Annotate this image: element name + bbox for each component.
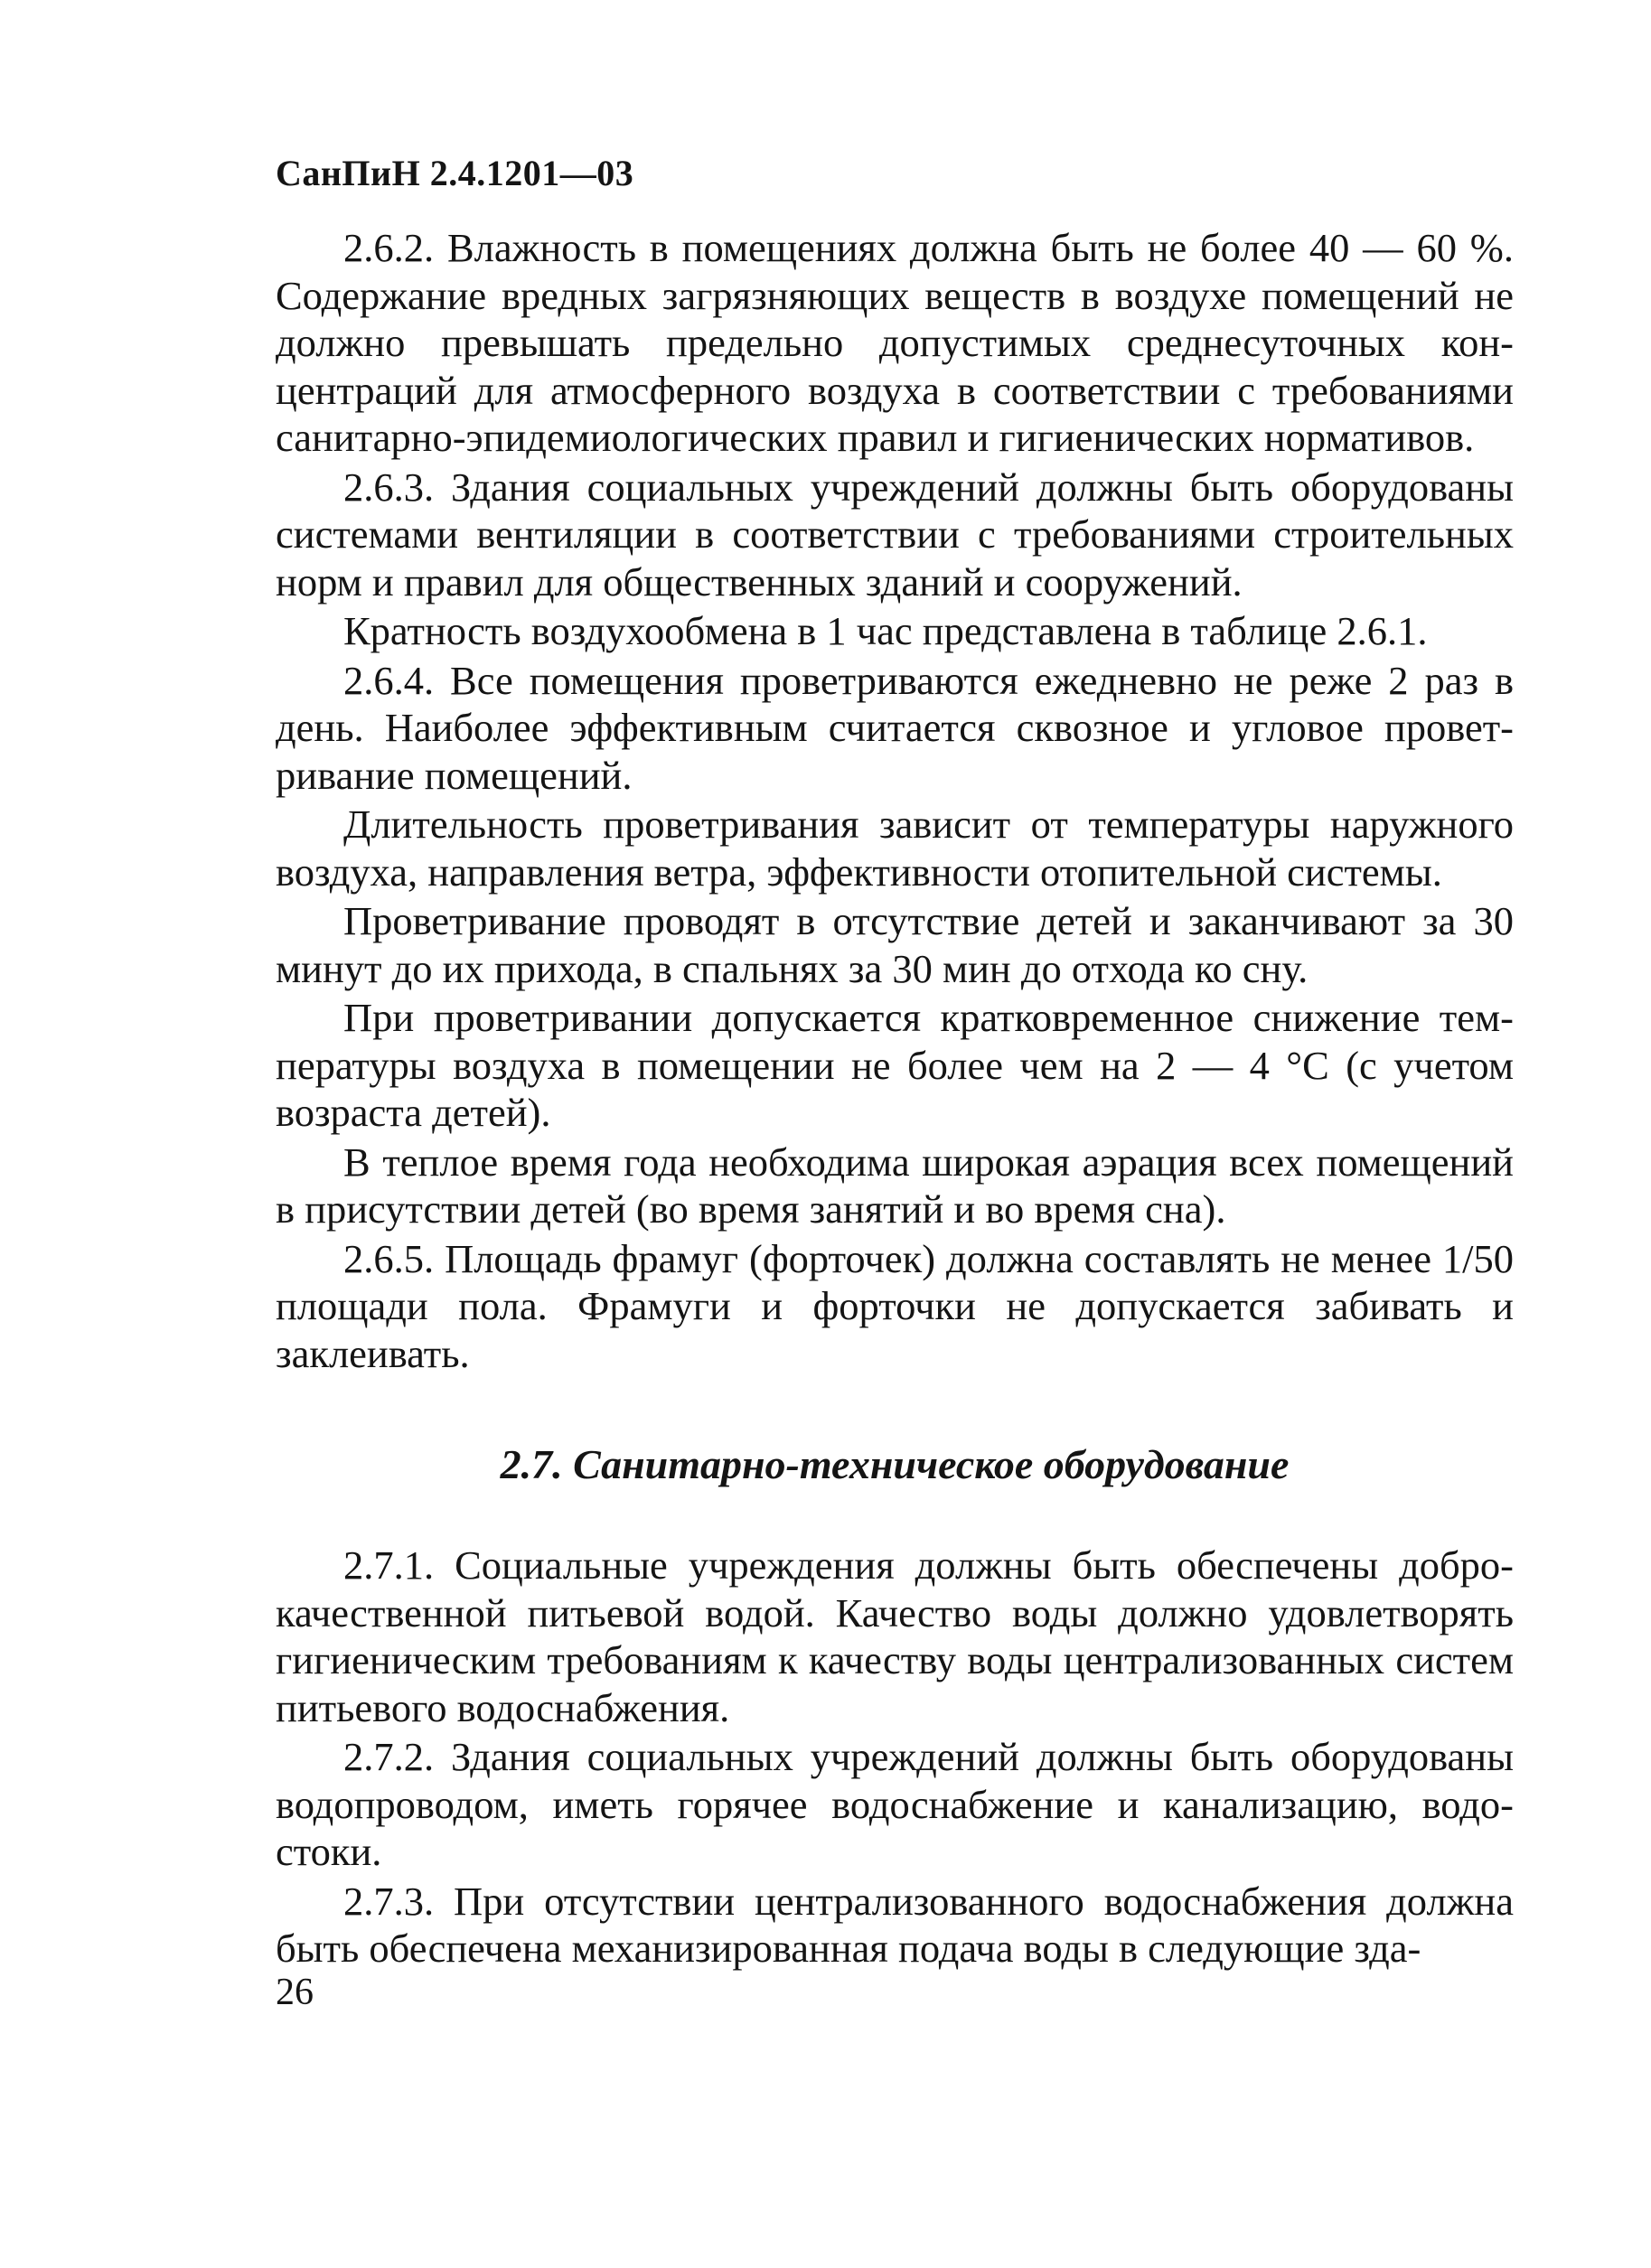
paragraph: В теплое время года необходима широкая аэрация всех помещений в присутствии детей (во время занятий и во время сна). [276, 1139, 1514, 1232]
paragraph: 2.6.4. Все помещения проветриваются ежедневно не реже 2 раз в день. Наиболее эффективным считается сквозное и угловое проветривание помещений. [276, 657, 1514, 798]
paragraph: 2.6.2. Влажность в помещениях должна быть не более 40 — 60 %. Содержание вредных загрязняющих веществ в воздухе помещений не должно превышать предельно допустимых среднесуточных концентраций для атмосферного воздуха в соответствии с требованиями санитарно-эпидемиологических правил и гигиенических нормативов. [276, 225, 1514, 460]
paragraph: 2.7.1. Социальные учреждения должны быть обеспечены доброкачественной питьевой водой. Качество воды должно удовлетворять гигиеническим требованиям к качеству воды централизованных систем питьевого водоснабжения. [276, 1542, 1514, 1730]
paragraph: Проветривание проводят в отсутствие детей и заканчивают за 30 минут до их прихода, в спальнях за 30 мин до отхода ко сну. [276, 898, 1514, 991]
paragraph: При проветривании допускается кратковременное снижение температуры воздуха в помещении не более чем на 2 — 4 °С (с учетом возраста детей). [276, 995, 1514, 1135]
body-text [276, 224, 1514, 1973]
paragraph: Кратность воздухообмена в 1 час представлена в таблице 2.6.1. [343, 608, 1428, 653]
paragraph: Длительность проветривания зависит от температуры наружного воздуха, направления ветра, эффективности отопительной системы. [276, 801, 1514, 895]
section-heading: 2.7. Санитарно-техническое оборудование [500, 1441, 1290, 1487]
running-title: СанПиН 2.4.1201—03 [276, 153, 634, 193]
paragraph: 2.7.2. Здания социальных учреждений должны быть оборудованы водопроводом, иметь горячее водоснабжение и канализацию, водостоки. [276, 1734, 1514, 1874]
paragraph: 2.7.3. При отсутствии централизованного водоснабжения должна быть обеспечена механизированная подача воды в следующие зда- [276, 1878, 1514, 1971]
paragraph: 2.6.3. Здания социальных учреждений должны быть оборудованы системами вентиляции в соответствии с требованиями строительных норм и правил для общественных зданий и сооружений. [276, 464, 1514, 604]
page-number: 26 [276, 1972, 314, 2013]
paragraph: 2.6.5. Площадь фрамуг (форточек) должна составлять не менее 1/50 площади пола. Фрамуги и форточки не допускается забивать и заклеивать. [276, 1235, 1514, 1376]
